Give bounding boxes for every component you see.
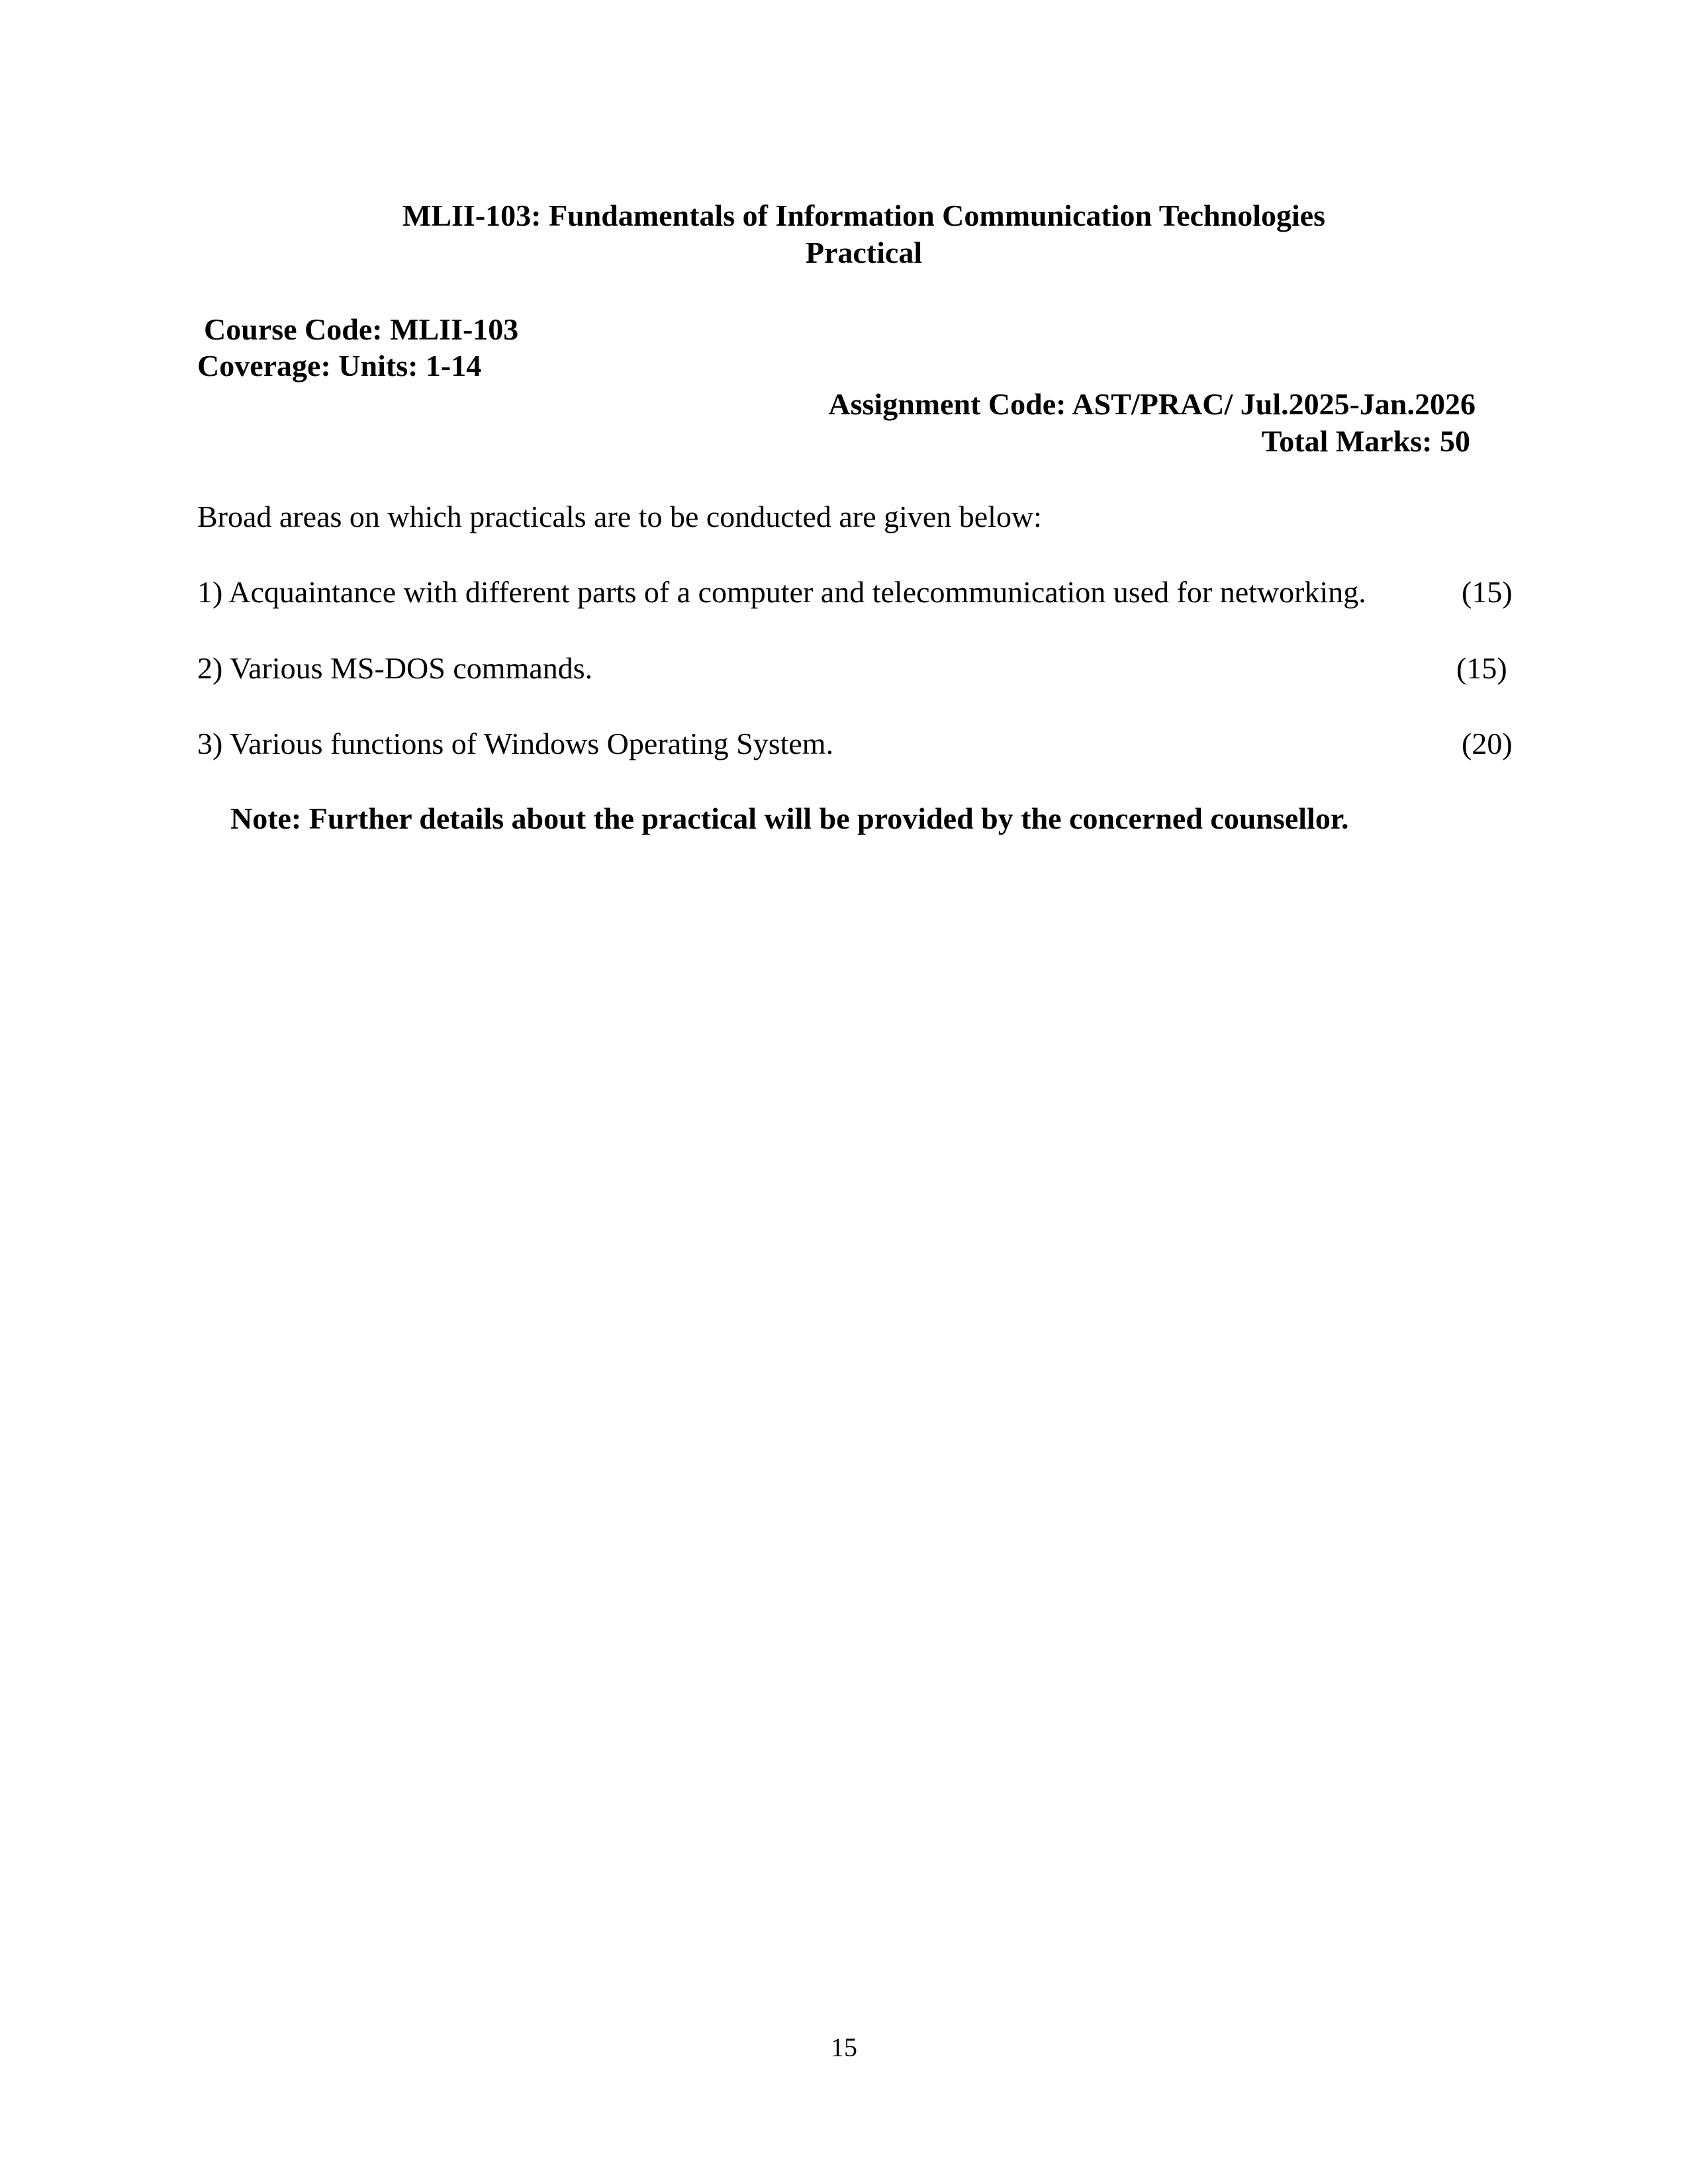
note-text: Note: Further details about the practical will be provided by the concerned counsellor. (230, 801, 1349, 835)
list-item-text: 3) Various functions of Windows Operating System. (197, 727, 834, 760)
page-number: 15 (831, 2032, 857, 2062)
list-item (197, 574, 1521, 611)
list-item-text: 1) Acquaintance with different parts of a computer and telecommunication used for networking. (197, 575, 1366, 609)
list-item (197, 650, 1521, 687)
list-item-marks: (15) (1456, 651, 1507, 685)
course-code: Course Code: MLII-103 (204, 312, 519, 346)
list-item-marks: (15) (1462, 575, 1513, 609)
total-marks: Total Marks: 50 (1261, 424, 1470, 458)
page-subtitle: Practical (805, 236, 923, 269)
list-item-marks: (20) (1462, 727, 1513, 760)
assignment-code: Assignment Code: AST/PRAC/ Jul.2025-Jan.2026 (828, 387, 1476, 421)
list-item-text: 2) Various MS-DOS commands. (197, 651, 593, 685)
coverage: Coverage: Units: 1-14 (197, 349, 482, 383)
list-item (197, 725, 1521, 762)
page-title: MLII-103: Fundamentals of Information Communication Technologies (402, 199, 1326, 232)
intro-text: Broad areas on which practicals are to be conducted are given below: (197, 500, 1042, 533)
